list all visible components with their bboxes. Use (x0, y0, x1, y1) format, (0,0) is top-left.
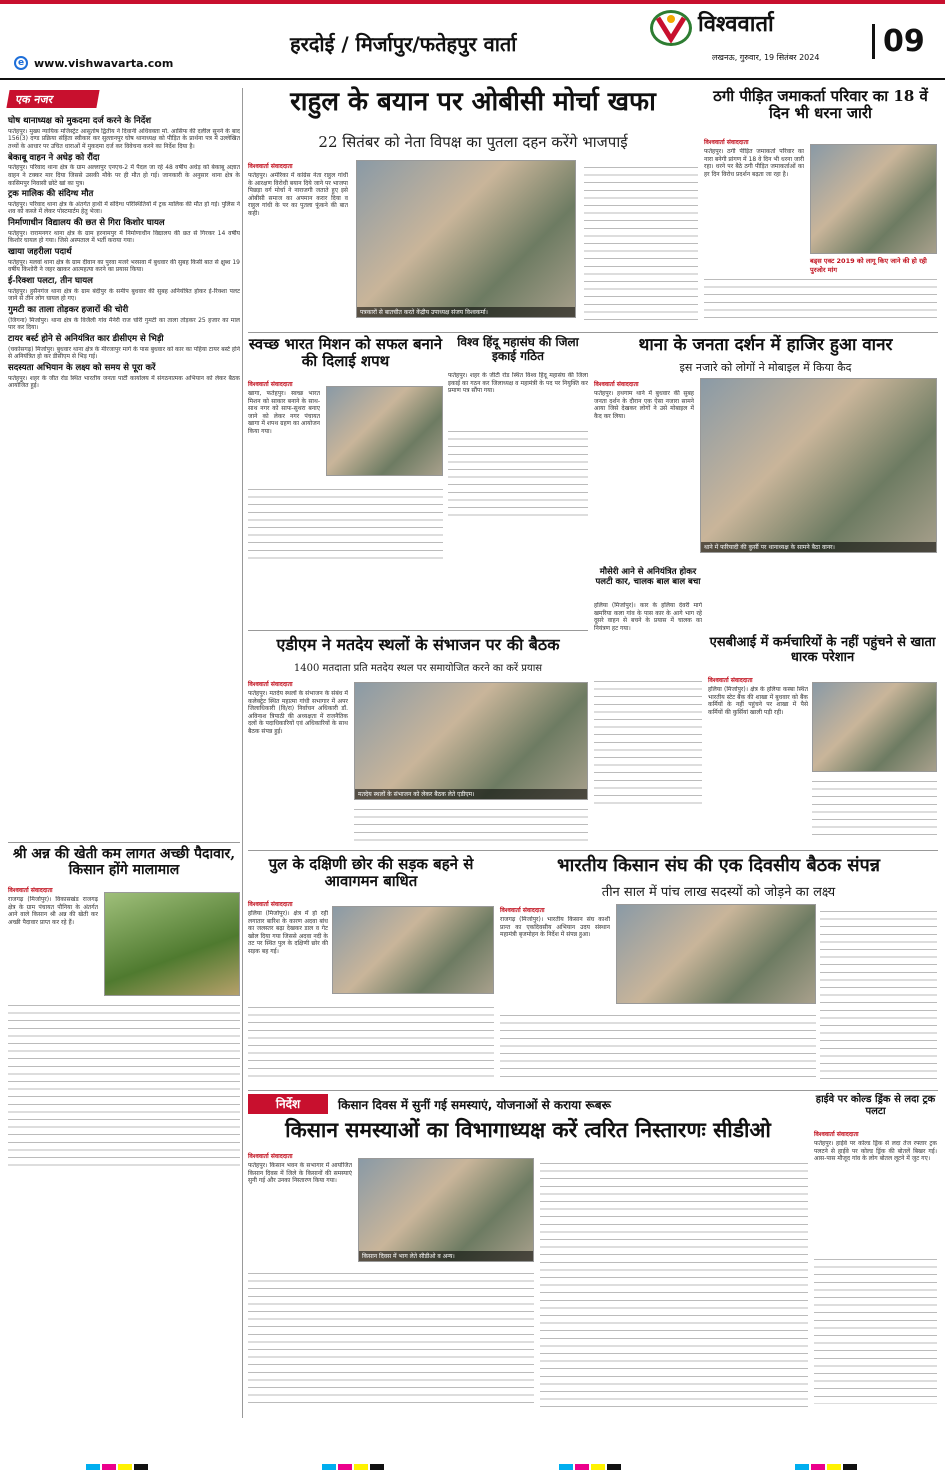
bridge-body: हलिया (मिर्जापुर)। क्षेत्र में हो रही लगातार बारिश के कारण अदवा बांध का जलस्तर बढ़ा देखकर डाल व गेट खोल दिया गया जिससे अदवा नदी के तट पर स्थित पुल के दक्षिणी छोर की सड़क बह गई। (248, 910, 328, 955)
bks-story (500, 856, 937, 1086)
millet-story (8, 846, 240, 1456)
cdo-story (248, 1118, 808, 1418)
monkey-body: फतेहपुर। हथगाम थाने में बुधवार की सुबह जनता दर्शन के दौरान एक ऐसा नजारा सामने आया जिसे देखकर लोगों ने उसे मोबाइल में कैद कर लिया। (594, 390, 694, 420)
highway-body-cont (814, 1254, 937, 1404)
swachh-story (248, 336, 443, 626)
nirdesh-label: निर्देश (248, 1094, 328, 1114)
left-item-body: (चकोसगढ़) मिर्जापुर। बुधवार थाना क्षेत्र के मीरजापुर मार्ग के पास बुधवार को कार का पहिया टायर बर्स्ट होने से अनियंत्रित हो कर डीसीएम से भिड़ गई। (8, 345, 240, 361)
left-item-heading: टायर बर्स्ट होने से अनियंत्रित कार डीसीएम से भिड़ी (8, 333, 164, 344)
vhp-story (448, 336, 588, 536)
left-column (8, 90, 240, 840)
right-top-headline: ठगी पीड़ित जमाकर्ता परिवार का 18 वें दिन भी धरना जारी (713, 87, 928, 123)
swachh-photo (326, 386, 443, 476)
sbi-story (708, 636, 937, 846)
lead-headline: राहुल के बयान पर ओबीसी मोर्चा खफा (290, 87, 656, 117)
adm-photo-caption: मतदेय स्थलों के संभाजन को लेकर बैठक लेते एडीएम। (355, 789, 587, 799)
vhp-body-cont (448, 426, 588, 516)
monkey-headline: थाना के जनता दर्शन में हाजिर हुआ वानर (638, 335, 893, 355)
adm-photo (354, 682, 588, 800)
left-item-body: फतेहपुर। शहर के जीत रोड स्थित भारतीय जनता पार्टी कार्यालय में संगठनात्मक अभियान को लेकर बैठक आयोजित हुई। (8, 374, 240, 390)
monkey-photo-caption: थाने में फरियादी की कुर्सी पर थानाध्यक्ष के सामने बैठा वानर। (701, 542, 936, 552)
page-number: 09 (872, 24, 925, 59)
sbi-body: हलिया (मिर्जापुर)। क्षेत्र के हलिया कस्बा स्थित भारतीय स्टेट बैंक की शाखा में बुधवार को बैंक कर्मियों के नहीं पहुंचने पर शाखा में पैसे कर्मियों की कुर्सियां खाली पड़ी रही। (708, 686, 808, 716)
left-item-body: फतेहपुर। रारामनगर थाना क्षेत्र के ग्राम हरनामपुर में निर्माणाधीन विद्यालय की छत से गिरकर 14 वर्षीय किशोर घायल हो गया। जिसे अस्पताल में भर्ती कराया गया। (8, 229, 240, 245)
adm-headline: एडीएम ने मतदेय स्थलों के संभाजन पर की बैठक (276, 635, 560, 654)
cdo-photo (358, 1158, 534, 1262)
left-item-heading: ई-रिक्शा पलटा, तीन घायल (8, 275, 93, 286)
highway-headline: हाईवे पर कोल्ड ड्रिंक से लदा ट्रक पलटा (815, 1094, 936, 1117)
millet-body-cont (8, 1000, 240, 1170)
bridge-story (248, 856, 494, 1086)
car-body: हलिया (मिर्जापुर)। कार के हलिया देवरी मार्ग खमरिया कला गांव के पास कार के आगे भाग रहे दूसरे वाहन से बचने के प्रयास में चालक का नियंत्रण हट गया। (594, 602, 702, 632)
left-item-body: फतेहपुर। मुख्य न्यायिक मजिस्ट्रेट आसुतोष द्वितीय ने दिवानी अधिवक्ता मो. आसिफ की दलील सुनने के बाद 156(3) दण्ड प्रक्रिया संहिता स्वीकार कर सुल्तानपुर घोष थानाध्यक्ष को पीड़ित के प्रार्थना पत्र में उल्लेखित तथ्यों के आधार पर उचित धाराओं में मुकदमा दर्ज कर विवेचना करने का निर्देश दिया है। (8, 127, 240, 150)
bks-photo (616, 904, 816, 1004)
highway-story (814, 1094, 937, 1418)
color-mark (322, 1455, 386, 1473)
cdo-headline: किसान समस्याओं का विभागाध्यक्ष करें त्वरित निस्तारणः सीडीओ (285, 1117, 771, 1142)
brand-logo-icon (650, 10, 692, 46)
section-title: हरदोई / मिर्जापुर/फतेहपुर वार्ता (290, 32, 517, 56)
cdo-body-cont2 (248, 1268, 534, 1408)
right-top-photo (810, 144, 937, 254)
ek-nazar-box-title: एक नजर (6, 90, 99, 108)
color-mark (559, 1455, 623, 1473)
monkey-subheadline: इस नजारे को लोगों ने मोबाइल में किया कैद (679, 361, 852, 374)
print-color-marks (0, 1458, 945, 1470)
left-item-heading: ट्रक मालिक की संदिग्ध मौत (8, 189, 94, 200)
adm-subheadline: 1400 मतदाता प्रति मतदेय स्थल पर समायोजित करने का करें प्रयास (293, 663, 543, 674)
swachh-body-cont (248, 484, 443, 564)
right-top-story (704, 88, 937, 328)
bks-byline: विश्ववार्ता संवाददाता (500, 907, 545, 914)
left-item-body: फतेहपुर। परिवाद थाना क्षेत्र के ग्राम अल्लापुर एनएच-2 में पैदल जा रहे 48 वर्षीय अधेड़ को बेकाबू अज्ञात वाहन ने टक्कर मार दिया जिससे उसकी मौके पर ही मौत हो गई। जानकारी के अनुसार थाना क्षेत्र के कासिमपुर निवासी छोटे खां का पुत्र। (8, 164, 240, 187)
bridge-body-cont (248, 1002, 494, 1082)
right-top-photo-caption: बड्स एक्ट 2019 को लागू किए जाने की हो रही पुरजोर मांग (810, 257, 927, 274)
left-item-heading: सदस्यता अभियान के लक्ष्य को समय से पूरा करें (8, 362, 156, 373)
row-divider-1 (248, 332, 938, 333)
monkey-byline: विश्ववार्ता संवाददाता (594, 381, 639, 388)
cdo-body-cont (540, 1158, 808, 1408)
highway-body: फतेहपुर। हाईवे पर कोल्ड ड्रिंक से लदा तेज रफ्तार ट्रक पलटने से हाईवे पर कोल्ड ड्रिंक की बोतलें बिखर गई। आस-पास मौजूद गांव के लोग बोतल लूटने में जुट गए। (814, 1140, 937, 1163)
left-item-body: फतेहपुर। हुसैनगंज थाना क्षेत्र के ग्राम बंदीपुर के समीप बुधवार की सुबह अनियंत्रित होकर ई-रिक्शा पलट जाने से तीन लोग घायल हो गए। (8, 287, 240, 303)
millet-photo (104, 892, 240, 996)
left-item-body: (जिगना) मिर्जापुर। थाना क्षेत्र के विजैली गांव मैनेरी राज चोरी गुमटी का ताला तोड़कर 25 हजार का माल पार कर दिया। (8, 316, 240, 332)
left-item-body: फतेहपुर। परिवाद थाना क्षेत्र के अंतर्गत हाथी में संदिग्ध परिस्थितियों में ट्रक मालिक की मौत हो गई। पुलिस ने शव को कब्जे में लेकर पोस्टमार्टम हेतु भेजा। (8, 200, 240, 216)
car-body-cont (594, 676, 702, 806)
sbi-byline: विश्ववार्ता संवाददाता (708, 677, 753, 684)
lead-photo (356, 160, 576, 318)
color-mark (795, 1455, 859, 1473)
left-item-body: फतेहपुर। मलवां थाना क्षेत्र के ग्राम दीवान का पुरवा मजरे भरसवा में बुधवार की सुबह किसी बात से क्षुब्ध 19 वर्षीय किशोरी ने जहर खाकर आत्महत्या करने का प्रयास किया। (8, 258, 240, 274)
monkey-story (594, 336, 937, 566)
bks-body-cont2 (500, 1010, 816, 1082)
cdo-body: फतेहपुर। किसान भवन के सभागार में आयोजित किसान दिवस में जिले के किसानों की समस्याएं सुनी गई और उनका निस्तारण किया गया। (248, 1162, 352, 1185)
millet-byline: विश्ववार्ता संवाददाता (8, 887, 53, 894)
bks-body: राजगढ़ (मिर्जापुर)। भारतीय किसान संघ काशी प्रान्त का एकदिवसीय अभियान उदय संस्थान महामंत्री बृजमोहन के निर्देश में संपन्न हुआ। (500, 916, 610, 939)
header (0, 0, 945, 80)
sbi-body-cont (812, 776, 937, 842)
lead-body-col2 (584, 162, 698, 320)
row-divider-4 (248, 1090, 938, 1091)
right-top-byline: विश्ववार्ता संवाददाता (704, 139, 749, 146)
swachh-byline: विश्ववार्ता संवाददाता (248, 381, 293, 388)
left-item-heading: बेकाबू वाहन ने अधेड़ को रौंदा (8, 152, 100, 163)
bks-headline: भारतीय किसान संघ की एक दिवसीय बैठक संपन्न (557, 855, 880, 876)
left-divider (8, 842, 240, 843)
row-divider-3 (248, 850, 938, 851)
ie-icon: e (14, 56, 28, 70)
header-top-rule (0, 0, 945, 4)
highway-byline: विश्ववार्ता संवाददाता (814, 1131, 859, 1138)
cdo-byline: विश्ववार्ता संवाददाता (248, 1153, 293, 1160)
lead-subheadline: 22 सितंबर को नेता विपक्ष का पुतला दहन करेंगे भाजपाई (318, 133, 628, 151)
left-item-heading: खाया जहरीला पदार्थ (8, 247, 72, 257)
header-bottom-rule (0, 78, 945, 80)
bridge-byline: विश्ववार्ता संवाददाता (248, 901, 293, 908)
bridge-headline: पुल के दक्षिणी छोर की सड़क बहने से आवागमन बाधित (268, 855, 474, 891)
date-line: लखनऊ, गुरुवार, 19 सितंबर 2024 (712, 53, 820, 62)
left-item-heading: गुमटी का ताला तोड़कर हजारों की चोरी (8, 304, 129, 315)
adm-byline: विश्ववार्ता संवाददाता (248, 681, 293, 688)
brand-name: विश्ववार्ता (698, 11, 774, 37)
lead-photo-caption: पत्रकारों से बातचीत करते केंद्रीय उपाध्यक्ष संजय विश्वकर्मा। (357, 307, 575, 317)
left-news-list (8, 114, 240, 840)
car-story (594, 568, 702, 818)
car-headline: मौसेरी आने से अनियंत्रित होकर पलटी कार, चालक बाल बाल बचा (595, 567, 701, 587)
right-top-body-cont (704, 274, 937, 324)
monkey-photo (700, 378, 937, 553)
column-divider (242, 88, 243, 1418)
lead-byline: विश्ववार्ता संवाददाता (248, 163, 293, 170)
nirdesh-text: किसान दिवस में सुनीं गई समस्याएं, योजनाओं से कराया रूबरू (338, 1098, 611, 1112)
bks-body-cont (820, 906, 937, 1082)
lead-story (248, 88, 698, 328)
cdo-photo-caption: किसान दिवस में भाग लेते सीडीओ व अन्य। (359, 1251, 533, 1261)
bks-subheadline: तीन साल में पांच लाख सदस्यों को जोड़ने का लक्ष्य (601, 885, 836, 900)
left-item-heading: घोष थानाध्यक्ष को मुकदमा दर्ज करने के निर्देश (8, 116, 152, 126)
swachh-body: खागा, फतेहपुर। स्वच्छ भारत मिशन को साकार बनाने के साथ-साथ नगर को साफ-सुथरा बनाए जाने को लेकर नगर पंचायत खागा में शपथ ग्रहण का आयोजन किया गया। (248, 390, 320, 435)
color-mark (86, 1455, 150, 1473)
swachh-headline: स्वच्छ भारत मिशन को सफल बनाने की दिलाई शपथ (248, 335, 443, 371)
lead-body-col1: फतेहपुर। अमेरिका में कांग्रेस नेता राहुल गांधी के आरक्षण विरोधी बयान दिये जाने पर भाजपा पिछड़ा वर्ग मोर्चा ने नाराजगी जताते हुए इसे ओबीसी समाज का अपमान करार दिया व राहुल गांधी के पर का पुतला फूंकने की बात कही। (248, 172, 348, 217)
sbi-photo (812, 682, 937, 772)
millet-body: राजगढ़ (मिर्जापुर)। विकासखंड राजगढ़ क्षेत्र के ग्राम पंचायत पौनिया के अंतर्गत आने वाले किसान श्री अन्न की खेती कर अच्छी पैदावार प्राप्त कर रहे हैं। (8, 896, 98, 926)
vhp-body: फतेहपुर। शहर के जीटी रोड स्थित विश्व हिंदू महासंघ की जिला इकाई का गठन कर जिलाध्यक्ष व महामंत्री के पद पर नियुक्ति कर प्रमाण पत्र सौंपा गया। (448, 372, 588, 395)
bridge-photo (332, 906, 494, 994)
website-link[interactable]: www.vishwavarta.com (34, 57, 174, 70)
vhp-headline: विश्व हिंदू महासंघ की जिला इकाई गठित (457, 335, 579, 363)
row-divider-2 (248, 630, 588, 631)
nirdesh-bar (248, 1094, 808, 1114)
adm-story (248, 636, 588, 846)
left-item-heading: निर्माणाधीन विद्यालय की छत से गिरा किशोर घायल (8, 218, 165, 229)
adm-body-cont (354, 804, 588, 844)
sbi-headline: एसबीआई में कर्मचारियों के नहीं पहुंचने से खाता धारक परेशान (709, 635, 936, 665)
right-top-body: फतेहपुर। ठगी पीड़ित जमाकर्ता परिवार का नारा बनेगी प्रांगण में 18 वे दिन भी धरना जारी रहा। धरने पर बैठे ठगी पीड़ित जमाकर्ताओं का हर दिन विरोध प्रदर्शन बढ़ता जा रहा है। (704, 148, 804, 178)
adm-body: फतेहपुर। मतदेय स्थलों के संभाजन के संबंध में कलेक्ट्रेट स्थित महात्मा गांधी सभागार में अपर जिलाधिकारी (वि/रा) निर्वाचन अधिकारी डॉ. अविनाश त्रिपाठी की अध्यक्षता में राजनैतिक दलों के पदाधिकारियों एवं अधिकारियों के साथ बैठक संपन्न हुई। (248, 690, 348, 735)
millet-headline: श्री अन्न की खेती कम लागत अच्छी पैदावार, किसान होंगे मालामाल (12, 846, 236, 879)
